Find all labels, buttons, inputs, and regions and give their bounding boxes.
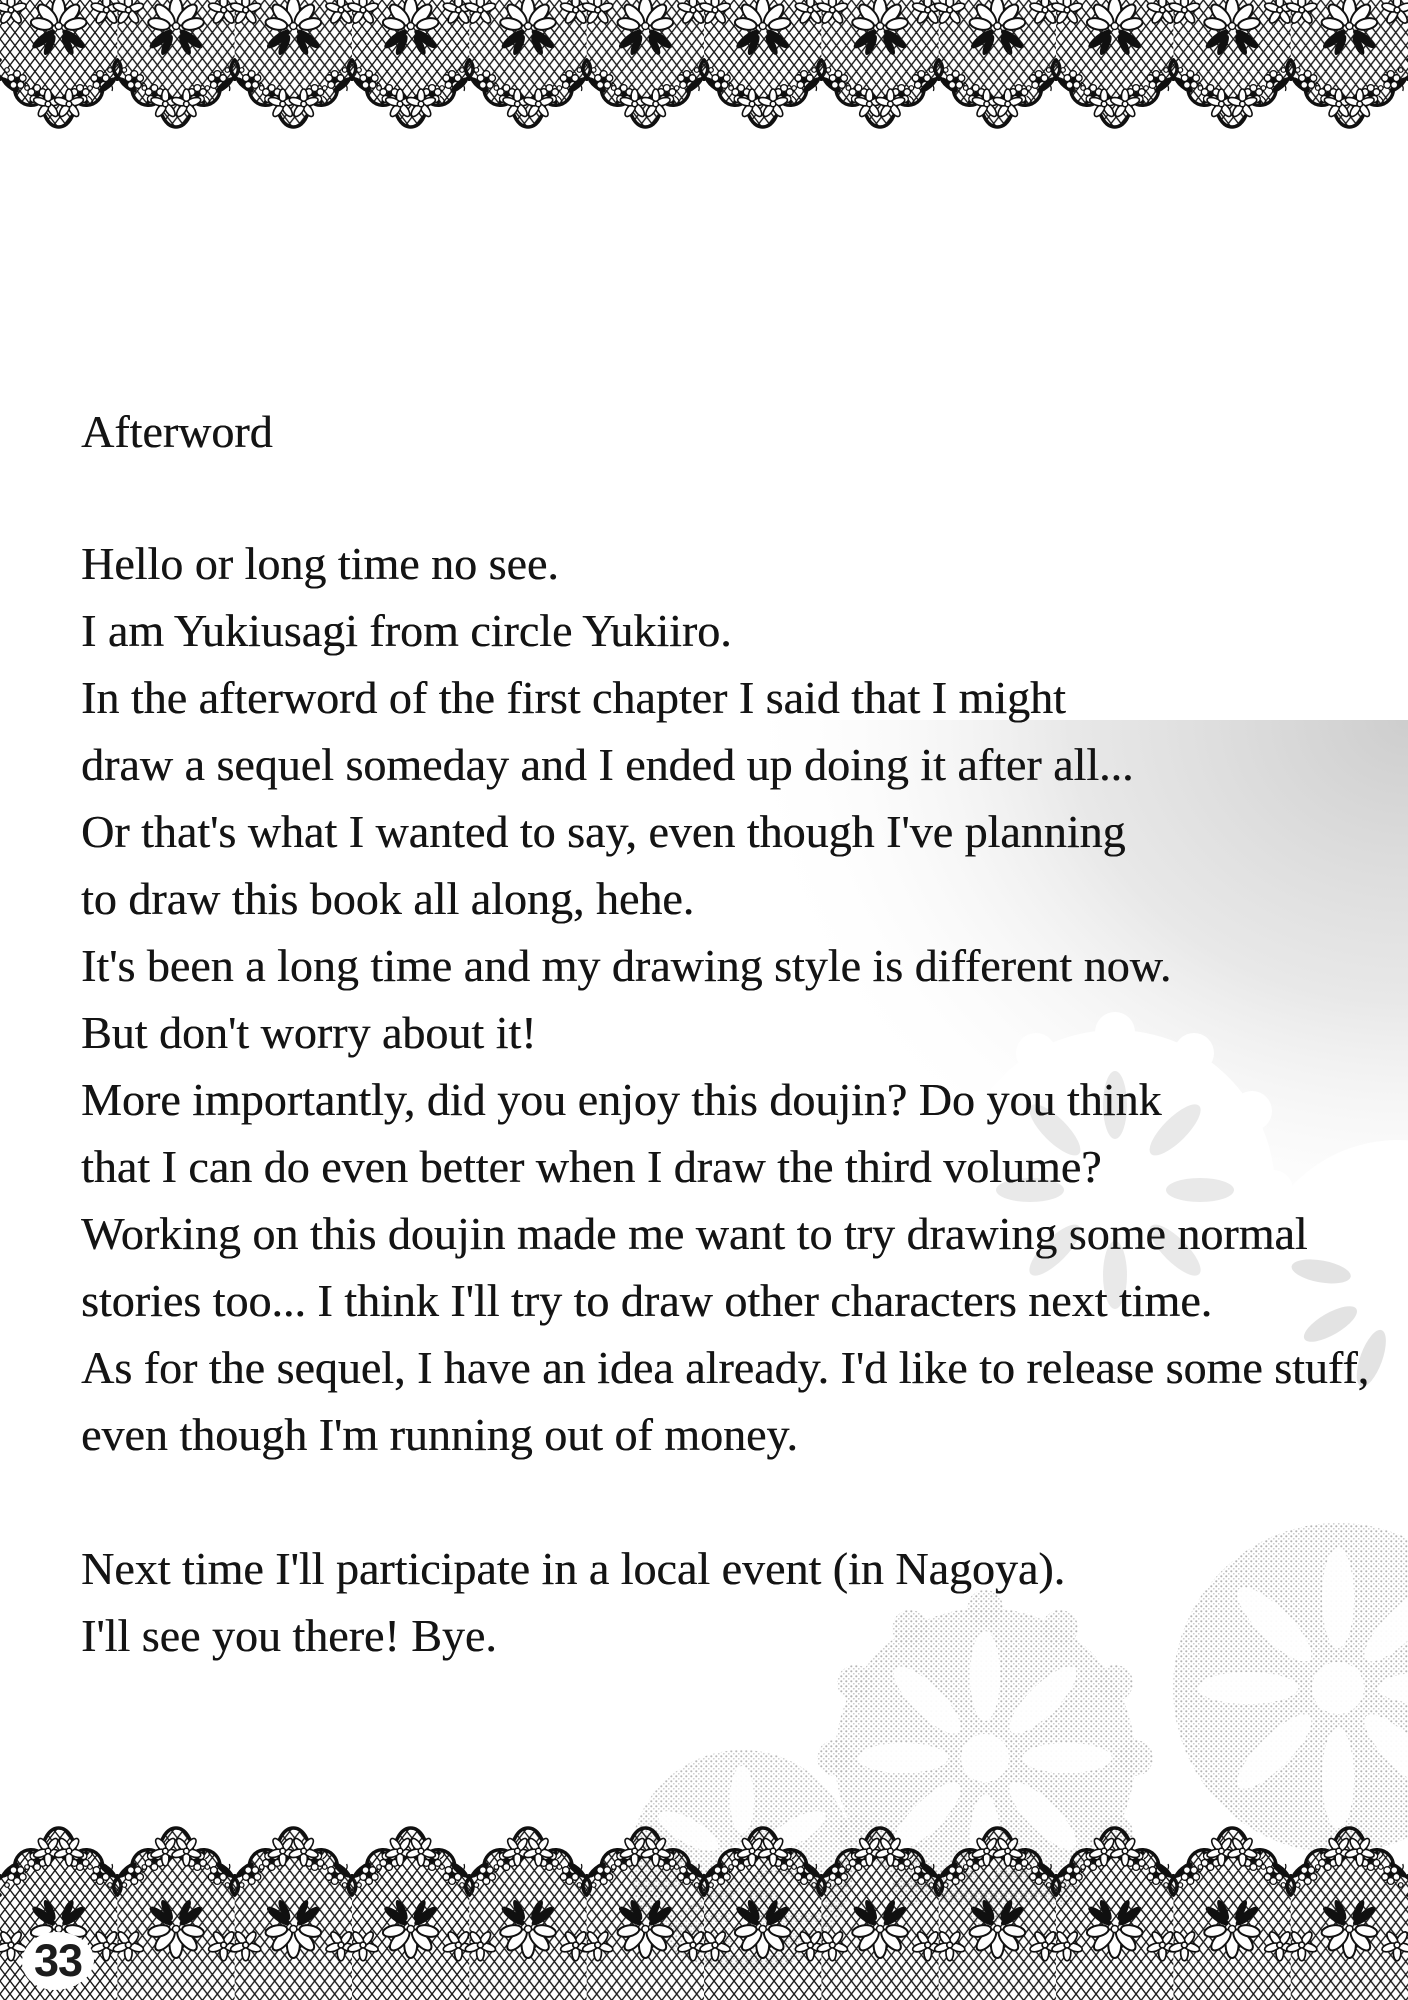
body-line: More importantly, did you enjoy this doujin? Do you think <box>81 1074 1162 1125</box>
body-line: I am Yukiusagi from circle Yukiiro. <box>81 605 732 656</box>
closing-line: I'll see you there! Bye. <box>81 1610 497 1661</box>
body-line: In the afterword of the first chapter I said that I might <box>81 672 1066 723</box>
body-line: As for the sequel, I have an idea already. I'd like to release some stuff, <box>81 1342 1370 1393</box>
body-line: draw a sequel someday and I ended up doing it after all... <box>81 739 1134 790</box>
body-line: that I can do even better when I draw the third volume? <box>81 1141 1102 1192</box>
body-line: But don't worry about it! <box>81 1007 537 1058</box>
body-line: Hello or long time no see. <box>81 538 559 589</box>
closing-line: Next time I'll participate in a local event (in Nagoya). <box>81 1543 1066 1594</box>
body-paragraph <box>81 530 1369 1468</box>
lace-border-top <box>0 0 1408 160</box>
body-line: to draw this book all along, hehe. <box>81 873 695 924</box>
closing-paragraph <box>81 1535 1065 1669</box>
page-title: Afterword <box>81 406 273 457</box>
doily-circle <box>1173 1523 1408 1853</box>
body-line: Or that's what I wanted to say, even though I've planning <box>81 806 1126 857</box>
body-line: Working on this doujin made me want to try drawing some normal <box>81 1208 1308 1259</box>
body-line: even though I'm running out of money. <box>81 1409 798 1460</box>
body-line: It's been a long time and my drawing style is different now. <box>81 940 1172 991</box>
body-line: stories too... I think I'll try to draw other characters next time. <box>81 1275 1213 1326</box>
lace-border-bottom <box>0 1810 1408 2000</box>
page-number: 33 <box>33 1935 83 1986</box>
